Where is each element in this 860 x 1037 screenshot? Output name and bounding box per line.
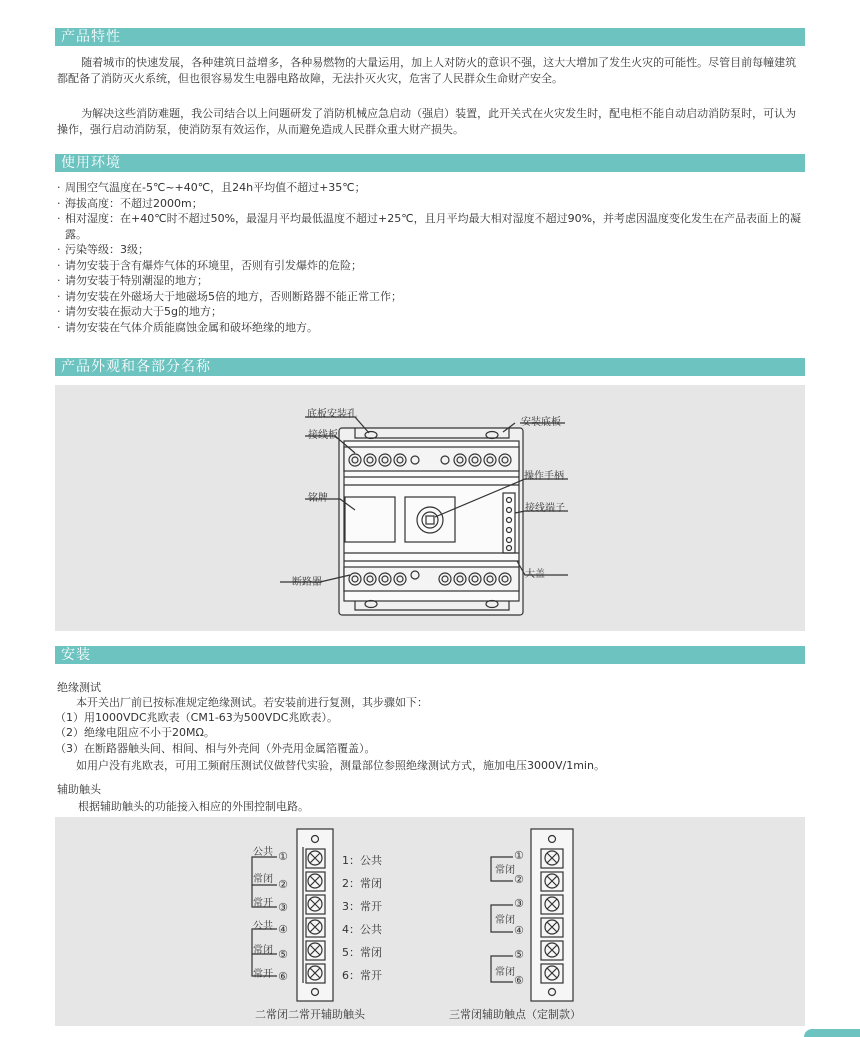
- left-tag-3: 常开: [253, 898, 273, 909]
- right-tag-1: 常闭: [495, 865, 515, 876]
- insulation-intro: 本开关出厂前已按标准规定绝缘测试。若安装前进行复测，其步骤如下：: [76, 696, 428, 709]
- label-breaker: 断路器: [292, 577, 322, 588]
- legend-item: 2：常闭: [342, 877, 382, 890]
- circled-number: ③: [514, 897, 524, 910]
- aux-contact-title: 辅助触头: [57, 783, 101, 796]
- features-paragraph-2: 为解决这些消防难题，我公司结合以上问题研发了消防机械应急启动（强启）装置，此开关式在火灾发生时，配电柜不能自动启动消防泵时，可认为操作，强行启动消防泵，使消防泵有效运作，从而避免造成人民群众重大财产损失。: [57, 107, 797, 136]
- list-item: · 海拔高度：不超过2000m；: [57, 196, 807, 212]
- right-tag-2: 常闭: [495, 915, 515, 926]
- legend-item: 3：常开: [342, 900, 382, 913]
- page-corner-tab: [804, 1029, 860, 1037]
- left-diagram-caption: 二常闭二常开辅助触头: [255, 1008, 365, 1021]
- left-tag-1: 公共: [253, 847, 273, 858]
- list-item: · 周围空气温度在-5℃~+40℃，且24h平均值不超过+35℃；: [57, 180, 807, 196]
- circled-number: ①: [514, 849, 524, 862]
- circled-number: ②: [514, 873, 524, 886]
- insulation-step-2: （2）绝缘电阻应不小于20MΩ。: [55, 726, 215, 739]
- legend-item: 1：公共: [342, 854, 382, 867]
- circled-number: ⑥: [514, 974, 524, 987]
- circled-number: ⑤: [514, 948, 524, 961]
- circled-number: ③: [278, 901, 288, 914]
- legend-item: 5：常闭: [342, 946, 382, 959]
- left-tag-5: 常闭: [253, 945, 273, 956]
- section-title-appearance: 产品外观和各部分名称: [55, 358, 805, 376]
- insulation-step-1: （1）用1000VDC兆欧表（CM1-63为500VDC兆欧表）。: [55, 711, 338, 724]
- label-terminal: 接线端子: [525, 503, 565, 514]
- circled-number: ①: [278, 850, 288, 863]
- product-figure: [55, 385, 805, 631]
- circled-number: ②: [278, 878, 288, 891]
- list-item: · 请勿安装于含有爆炸气体的环境里，否则有引发爆炸的危险；: [57, 258, 807, 274]
- aux-contact-drawing: [55, 817, 805, 1026]
- label-handle: 操作手柄: [524, 471, 564, 482]
- section-title-environment: 使用环境: [55, 154, 805, 172]
- circled-number: ⑥: [278, 970, 288, 983]
- label-cover: 大盖: [525, 569, 545, 580]
- environment-list: [57, 180, 807, 335]
- circled-number: ⑤: [278, 948, 288, 961]
- insulation-step-3: （3）在断路器触头间、相间、相与外壳间（外壳用金属箔覆盖）。: [55, 742, 376, 755]
- aux-contact-figure: [55, 817, 805, 1026]
- legend-item: 4：公共: [342, 923, 382, 936]
- left-tag-4: 公共: [253, 921, 273, 932]
- circled-number: ④: [514, 924, 524, 937]
- list-item: · 相对湿度：在+40℃时不超过50%，最湿月平均最低温度不超过+25℃，且月平均最大相对湿度不超过90%，并考虑因温度变化发生在产品表面上的凝露。: [57, 211, 807, 242]
- section-title-features: 产品特性: [55, 28, 805, 46]
- circled-number: ④: [278, 923, 288, 936]
- left-tag-6: 常开: [253, 969, 273, 980]
- features-paragraph-1: 随着城市的快速发展，各种建筑日益增多，各种易燃物的大量运用，加上人对防火的意识不强，这大大增加了发生火灾的可能性。尽管目前每幢建筑都配备了消防灭火系统，但也很容易发生电器电路故障，无法扑灭火灾，危害了人民群众生命财产安全。: [57, 56, 797, 85]
- left-tag-2: 常闭: [253, 874, 273, 885]
- aux-contact-desc: 根据辅助触头的功能接入相应的外围控制电路。: [78, 800, 309, 813]
- label-mounting-base: 安装底板: [521, 417, 561, 428]
- list-item: · 请勿安装在外磁场大于地磁场5倍的地方，否则断路器不能正常工作；: [57, 289, 807, 305]
- list-item: · 请勿安装于特别潮湿的地方；: [57, 273, 807, 289]
- right-tag-3: 常闭: [495, 967, 515, 978]
- breaker-drawing: [55, 385, 805, 631]
- right-diagram-caption: 三常闭辅助触点（定制款）: [449, 1008, 581, 1021]
- label-nameplate: 铭牌: [308, 493, 328, 504]
- legend-item: 6：常开: [342, 969, 382, 982]
- label-terminal-board: 接线板: [308, 430, 338, 441]
- section-title-install: 安装: [55, 646, 805, 664]
- insulation-title: 绝缘测试: [57, 681, 101, 694]
- insulation-note: 如用户没有兆欧表，可用工频耐压测试仪做替代实验，测量部位参照绝缘测试方式，施加电压3000V/1min。: [76, 759, 605, 772]
- list-item: · 请勿安装在气体介质能腐蚀金属和破坏绝缘的地方。: [57, 320, 807, 336]
- list-item: · 请勿安装在振动大于5g的地方；: [57, 304, 807, 320]
- list-item: · 污染等级：3级；: [57, 242, 807, 258]
- label-mounting-hole: 底板安装孔: [307, 409, 357, 420]
